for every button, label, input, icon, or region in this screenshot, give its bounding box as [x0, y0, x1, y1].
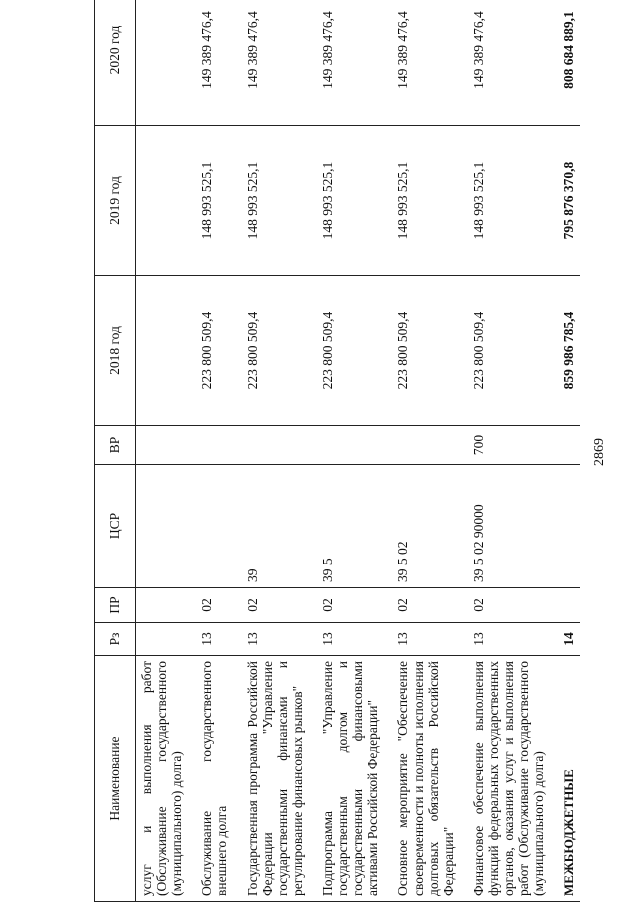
row-rz: 13 [392, 623, 458, 656]
row-rz: 13 [317, 623, 383, 656]
row-rz: 13 [468, 623, 550, 656]
row-name: Финансовое обеспечение выполнения функций федеральных государственных органов, оказания услуг и выполнения работ (Обслуживание государственного (муниципального) долга) [468, 656, 550, 902]
table-row [136, 0, 188, 902]
budget-table [94, 0, 580, 902]
row-2018: 223 800 509,4 [242, 276, 308, 426]
row-2020 [136, 0, 188, 126]
row-name: Государственная программа Российской Федерации "Управление государственными финансами и регулирование финансовых рынков" [242, 656, 308, 902]
row-spacer [187, 0, 196, 902]
row-csr [196, 465, 232, 588]
row-2018: 223 800 509,4 [317, 276, 383, 426]
row-csr: 39 5 02 [392, 465, 458, 588]
total-vr [558, 426, 579, 465]
header-name: Наименование [95, 656, 136, 902]
page-number: 2869 [592, 438, 607, 466]
table-row [392, 0, 458, 902]
row-2018: 223 800 509,4 [392, 276, 458, 426]
row-rz: 13 [242, 623, 308, 656]
row-name: услуг и выполнения работ (Обслуживание государственного (муниципального) долга) [136, 656, 188, 902]
row-spacer [308, 0, 317, 902]
row-pr: 02 [196, 588, 232, 623]
total-csr [558, 465, 579, 588]
row-vr: 700 [468, 426, 550, 465]
row-name: Подпрограмма "Управление государственным долгом и государственными финансовыми активами Российской Федерации" [317, 656, 383, 902]
total-pr [558, 588, 579, 623]
table-header-row [95, 0, 136, 902]
row-vr [392, 426, 458, 465]
row-name: Обслуживание государственного внешнего долга [196, 656, 232, 902]
row-csr: 39 [242, 465, 308, 588]
row-pr: 02 [317, 588, 383, 623]
row-rz [136, 623, 188, 656]
row-2020: 149 389 476,4 [242, 0, 308, 126]
header-2018: 2018 год [95, 276, 136, 426]
row-2019: 148 993 525,1 [392, 126, 458, 276]
row-vr [317, 426, 383, 465]
total-2020: 808 684 889,1 [558, 0, 579, 126]
row-vr [242, 426, 308, 465]
total-row [558, 0, 579, 902]
row-csr [136, 465, 188, 588]
header-vr: ВР [95, 426, 136, 465]
row-2020: 149 389 476,4 [317, 0, 383, 126]
row-pr: 02 [392, 588, 458, 623]
table-row [196, 0, 232, 902]
row-2019: 148 993 525,1 [317, 126, 383, 276]
row-csr: 39 5 [317, 465, 383, 588]
row-spacer [459, 0, 468, 902]
row-2019: 148 993 525,1 [468, 126, 550, 276]
total-2019: 795 876 370,8 [558, 126, 579, 276]
row-pr [136, 588, 188, 623]
row-2020: 149 389 476,4 [196, 0, 232, 126]
row-2019: 148 993 525,1 [242, 126, 308, 276]
row-rz: 13 [196, 623, 232, 656]
table-row [242, 0, 308, 902]
total-name: МЕЖБЮДЖЕТНЫЕ [558, 656, 579, 902]
row-name: Основное мероприятие "Обеспечение своевременности и полноты исполнения долговых обязательств Российской Федерации" [392, 656, 458, 902]
header-csr: ЦСР [95, 465, 136, 588]
row-pr: 02 [242, 588, 308, 623]
row-vr [136, 426, 188, 465]
row-2018: 223 800 509,4 [468, 276, 550, 426]
total-2018: 859 986 785,4 [558, 276, 579, 426]
row-csr: 39 5 02 90000 [468, 465, 550, 588]
total-rz: 14 [558, 623, 579, 656]
row-spacer [549, 0, 558, 902]
row-2020: 149 389 476,4 [468, 0, 550, 126]
table-row [317, 0, 383, 902]
header-2020: 2020 год [95, 0, 136, 126]
row-vr [196, 426, 232, 465]
row-2018: 223 800 509,4 [196, 276, 232, 426]
row-2018 [136, 276, 188, 426]
header-rz: Рз [95, 623, 136, 656]
row-2019 [136, 126, 188, 276]
row-spacer [383, 0, 392, 902]
row-pr: 02 [468, 588, 550, 623]
row-2020: 149 389 476,4 [392, 0, 458, 126]
header-pr: ПР [95, 588, 136, 623]
row-2019: 148 993 525,1 [196, 126, 232, 276]
row-spacer [233, 0, 242, 902]
header-2019: 2019 год [95, 126, 136, 276]
rotated-table-container [94, 11, 590, 902]
table-row [468, 0, 550, 902]
